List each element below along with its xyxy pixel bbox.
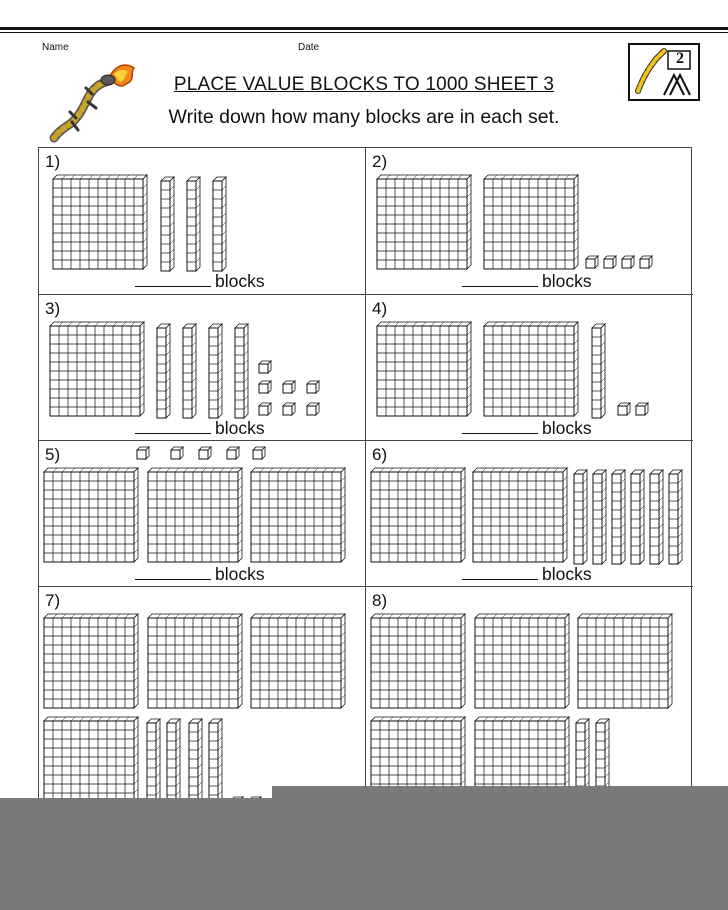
answer-blank[interactable] [135, 567, 211, 580]
hundred-flat-block [473, 468, 567, 562]
unit-cube-block [283, 381, 295, 393]
problem-label: 4) [372, 299, 388, 318]
worksheet-title: PLACE VALUE BLOCKS TO 1000 SHEET 3 [173, 74, 555, 95]
problem-label: 5) [45, 445, 61, 464]
answer-line[interactable] [135, 564, 265, 585]
problem-cell-5 [39, 441, 365, 587]
gecko-mascot-icon [48, 58, 144, 148]
answer-line[interactable] [135, 418, 265, 439]
answer-suffix: blocks [542, 564, 592, 584]
problem-cell-1 [39, 148, 365, 294]
problem-7-blocks [39, 587, 365, 808]
answer-suffix: blocks [215, 564, 265, 584]
ten-rod-block [157, 324, 170, 418]
answer-blank[interactable] [462, 567, 538, 580]
unit-cube-block [199, 447, 211, 459]
answer-line[interactable] [462, 564, 592, 585]
hundred-flat-block [484, 175, 578, 269]
worksheet-instructions: Write down how many blocks are in each set. [168, 106, 560, 128]
answer-line[interactable] [135, 271, 265, 292]
ten-rod-block [235, 324, 248, 418]
problem-label: 8) [372, 591, 388, 610]
hundred-flat-block [148, 614, 242, 708]
problem-label: 2) [372, 152, 388, 171]
answer-blank[interactable] [135, 274, 211, 287]
top-rule-thin [0, 32, 728, 33]
ten-rod-block [183, 324, 196, 418]
ten-rod-block [650, 470, 663, 564]
ten-rod-block [669, 470, 682, 564]
unit-cube-block [227, 447, 239, 459]
problem-grid [38, 147, 692, 807]
answer-suffix: blocks [542, 418, 592, 438]
answer-blank[interactable] [135, 421, 211, 434]
unit-cube-block [171, 447, 183, 459]
answer-line[interactable] [462, 418, 592, 439]
unit-cube-block [137, 447, 149, 459]
unit-cube-block [307, 381, 319, 393]
problem-cell-7 [39, 587, 365, 808]
ten-rod-block [631, 470, 644, 564]
answer-suffix: blocks [542, 271, 592, 291]
unit-cube-block [636, 403, 648, 415]
answer-suffix: blocks [215, 271, 265, 291]
unit-cube-block [604, 256, 616, 268]
hundred-flat-block [371, 614, 465, 708]
hundred-flat-block [50, 322, 144, 416]
hundred-flat-block [578, 614, 672, 708]
hundred-flat-block [251, 614, 345, 708]
problem-8-blocks [366, 587, 693, 808]
ten-rod-block [574, 470, 587, 564]
hundred-flat-block [251, 468, 345, 562]
unit-cube-block [618, 403, 630, 415]
answer-blank[interactable] [462, 421, 538, 434]
answer-line[interactable] [462, 271, 592, 292]
logo-box [628, 43, 700, 101]
name-label: Name [42, 42, 69, 53]
problem-label: 3) [45, 299, 61, 318]
problem-label: 1) [45, 152, 61, 171]
problem-cell-3 [39, 295, 365, 441]
ten-rod-block [213, 177, 226, 271]
hundred-flat-block [53, 175, 147, 269]
date-label: Date [298, 42, 320, 53]
problem-cell-2 [366, 148, 693, 294]
ten-rod-block [593, 470, 606, 564]
answer-suffix: blocks [215, 418, 265, 438]
hundred-flat-block [484, 322, 578, 416]
unit-cube-block [259, 361, 271, 373]
logo-number: 2 [676, 50, 684, 67]
top-rule [0, 27, 728, 30]
problem-cell-8 [366, 587, 693, 808]
hundred-flat-block [377, 175, 471, 269]
unit-cube-block [640, 256, 652, 268]
ten-rod-block [161, 177, 174, 271]
ten-rod-block [187, 177, 200, 271]
ten-rod-block [612, 470, 625, 564]
hundred-flat-block [44, 717, 138, 811]
unit-cube-block [307, 403, 319, 415]
hundred-flat-block [44, 468, 138, 562]
unit-cube-block [586, 256, 598, 268]
hundred-flat-block [475, 614, 569, 708]
unit-cube-block [283, 403, 295, 415]
problem-label: 7) [45, 591, 61, 610]
unit-cube-block [253, 447, 265, 459]
problem-cell-4 [366, 295, 693, 441]
hundred-flat-block [44, 614, 138, 708]
unit-cube-block [259, 381, 271, 393]
problem-cell-6 [366, 441, 693, 587]
ten-rod-block [209, 324, 222, 418]
hundred-flat-block [371, 468, 465, 562]
unit-cube-block [622, 256, 634, 268]
answer-blank[interactable] [462, 274, 538, 287]
problem-label: 6) [372, 445, 388, 464]
hundred-flat-block [377, 322, 471, 416]
unit-cube-block [259, 403, 271, 415]
ten-rod-block [592, 324, 605, 418]
footer-overlay [0, 798, 728, 910]
hundred-flat-block [148, 468, 242, 562]
